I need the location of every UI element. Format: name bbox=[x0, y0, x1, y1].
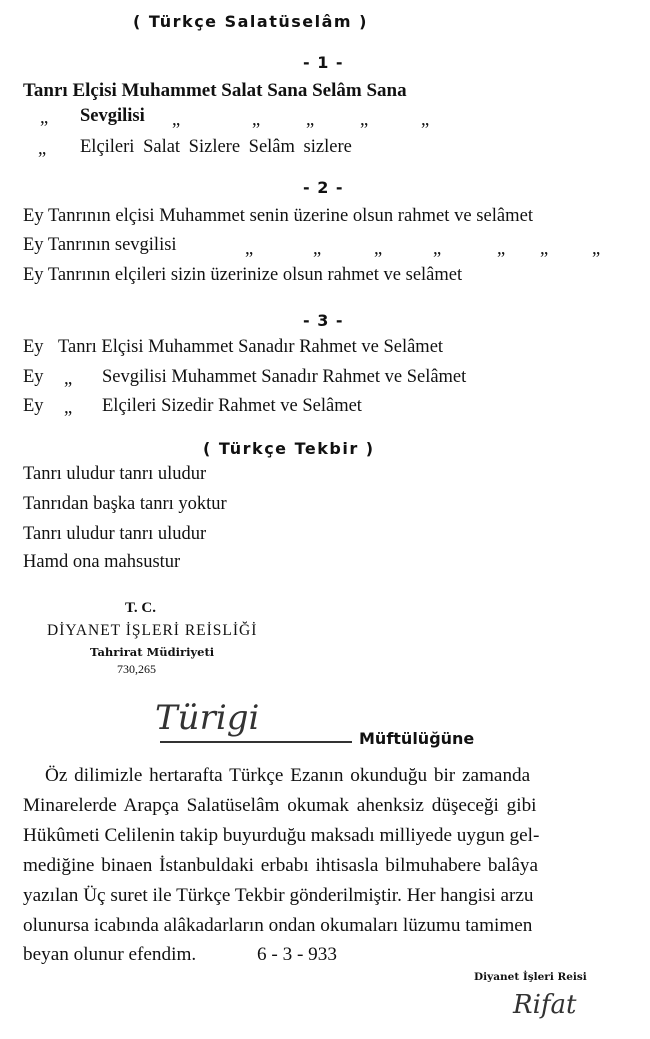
ditto-mark: „ bbox=[313, 239, 322, 259]
body-line-6: olunursa icabında alâkadarların ondan okumaları lüzumu tamimen bbox=[23, 915, 533, 936]
ditto-mark: „ bbox=[306, 110, 315, 130]
tekbir-title: ( Türkçe Tekbir ) bbox=[203, 439, 375, 458]
handwritten-signature: Rifat bbox=[513, 990, 577, 1020]
ditto-mark: „ bbox=[245, 239, 254, 259]
section-2-line-1: Ey Tanrının elçisi Muhammet senin üzerine olsun rahmet ve selâmet bbox=[23, 205, 534, 226]
ditto-mark: „ bbox=[421, 110, 430, 130]
section-3-line-3-text: Elçileri Sizedir Rahmet ve Selâmet bbox=[102, 396, 362, 416]
section-3-line-2-lead: Ey bbox=[23, 367, 44, 387]
section-3-line-3-lead: Ey bbox=[23, 396, 44, 416]
ditto-mark: „ bbox=[40, 108, 49, 128]
section-3-line-1-lead: Ey bbox=[23, 337, 44, 357]
body-line-5: yazılan Üç suret ile Türkçe Tekbir gönderilmiştir. Her hangisi arzu bbox=[23, 885, 534, 906]
tekbir-line-2: Tanrıdan başka tanrı yoktur bbox=[23, 494, 227, 514]
tekbir-line-3: Tanrı uludur tanrı uludur bbox=[23, 524, 207, 544]
letterhead-organization: DİYANET İŞLERİ REİSLİĞİ bbox=[47, 622, 258, 639]
ditto-mark: „ bbox=[172, 110, 181, 130]
ditto-mark: „ bbox=[64, 369, 73, 389]
salat-title: ( Türkçe Salatüselâm ) bbox=[133, 12, 368, 31]
section-1-line-2-text: Sevgilisi bbox=[80, 106, 145, 126]
section-number-2: - 2 - bbox=[303, 178, 344, 197]
ditto-mark: „ bbox=[64, 398, 73, 418]
ditto-mark: „ bbox=[360, 110, 369, 130]
section-number-1: - 1 - bbox=[303, 53, 344, 72]
section-1-line-3-text: Elçileri Salat Sizlere Selâm sizlere bbox=[80, 137, 352, 157]
section-1-line-2 bbox=[40, 108, 48, 129]
signature-title: Diyanet İşleri Reisi bbox=[474, 971, 587, 983]
section-2-line-2: Ey Tanrının sevgilisi bbox=[23, 235, 177, 255]
section-1-line-1: Tanrı Elçisi Muhammet Salat Sana Selâm Sana bbox=[23, 80, 407, 101]
signature-underline bbox=[160, 741, 352, 743]
section-3-line-1-text: Tanrı Elçisi Muhammet Sanadır Rahmet ve Selâmet bbox=[58, 337, 444, 357]
ditto-mark: „ bbox=[592, 239, 601, 259]
ditto-mark: „ bbox=[433, 239, 442, 259]
letterhead-number: 730,265 bbox=[117, 662, 156, 676]
body-line-3: Hükûmeti Celilenin takip buyurduğu maksadı milliyede uygun gel- bbox=[23, 825, 540, 846]
section-3-line-2-text: Sevgilisi Muhammet Sanadır Rahmet ve Selâmet bbox=[102, 367, 467, 387]
body-line-1: Öz dilimizle hertarafta Türkçe Ezanın okunduğu bir zamanda bbox=[45, 765, 531, 786]
section-2-line-3: Ey Tanrının elçileri sizin üzerinize olsun rahmet ve selâmet bbox=[23, 265, 463, 285]
letterhead-country: T. C. bbox=[125, 600, 156, 616]
section-number-3: - 3 - bbox=[303, 311, 344, 330]
document-date: 6 - 3 - 933 bbox=[257, 944, 337, 965]
tekbir-line-1: Tanrı uludur tanrı uludur bbox=[23, 464, 207, 484]
ditto-mark: „ bbox=[497, 239, 506, 259]
handwritten-city: Türigi bbox=[155, 698, 260, 738]
ditto-mark: „ bbox=[540, 239, 549, 259]
ditto-mark: „ bbox=[374, 239, 383, 259]
body-line-4: mediğine binaen İstanbuldaki erbabı ihtisasla bilmuhabere balâya bbox=[23, 855, 538, 876]
tekbir-line-4: Hamd ona mahsustur bbox=[23, 552, 181, 572]
ditto-mark: „ bbox=[252, 110, 261, 130]
body-line-2: Minarelerde Arapça Salatüselâm okumak ahenksiz düşeceği gibi bbox=[23, 795, 537, 816]
letterhead-department: Tahrirat Müdiriyeti bbox=[90, 645, 215, 659]
ditto-mark: „ bbox=[38, 139, 47, 159]
addressee-office: Müftülüğüne bbox=[359, 729, 475, 748]
body-line-7: beyan olunur efendim. bbox=[23, 944, 197, 965]
